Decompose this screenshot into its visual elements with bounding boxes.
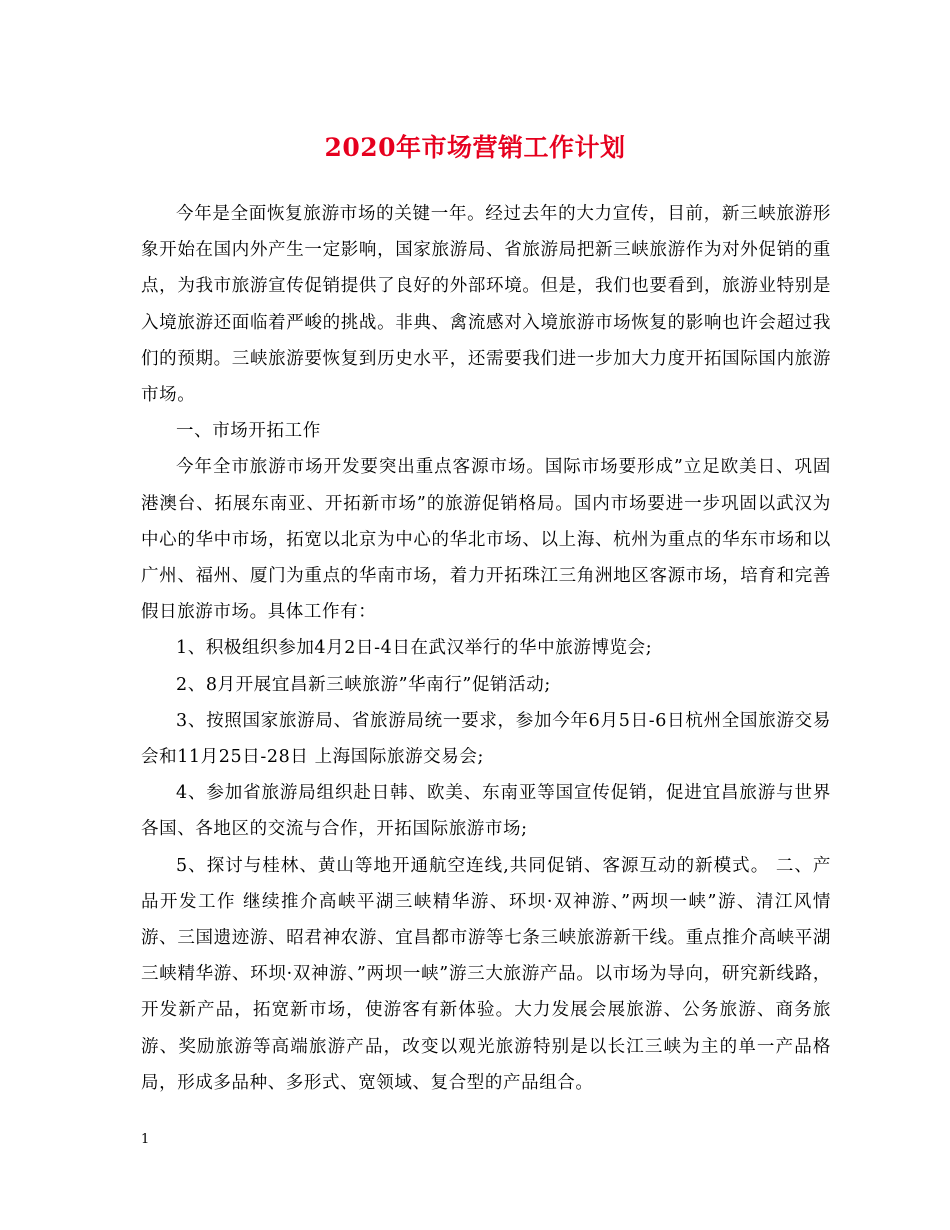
document-body <box>141 196 831 1101</box>
list-item-4: 4、参加省旅游局组织赴日韩、欧美、东南亚等国宣传促销，促进宜昌旅游与世界各国、各地区的交流与合作，开拓国际旅游市场; <box>141 783 831 840</box>
intro-paragraph: 今年是全面恢复旅游市场的关键一年。经过去年的大力宣传，目前，新三峡旅游形象开始在国内外产生一定影响，国家旅游局、省旅游局把新三峡旅游作为对外促销的重点，为我市旅游宣传促销提供了良好的外部环境。但是，我们也要看到，旅游业特别是入境旅游还面临着严峻的挑战。非典、禽流感对入境旅游市场恢复的影响也许会超过我们的预期。三峡旅游要恢复到历史水平，还需要我们进一步加大力度开拓国际国内旅游市场。 <box>141 204 831 406</box>
list-item-3: 3、按照国家旅游局、省旅游局统一要求，参加今年6月5日-6日杭州全国旅游交易会和11月25日-28日 上海国际旅游交易会; <box>141 710 831 768</box>
document-title: 2020年市场营销工作计划 <box>324 133 626 162</box>
list-item-5: 5、探讨与桂林、黄山等地开通航空连线,共同促销、客源互动的新模式。 二、产品开发工作 继续推介高峡平湖三峡精华游、环坝·双神游、”两坝一峡”游、清江风情游、三国遗迹游、昭君神农游、宜昌都市游等七条三峡旅游新干线。重点推介高峡平湖三峡精华游、环坝·双神游、”两坝一峡”游三大旅游产品。以市场为导向，研究新线路，开发新产品，拓宽新市场，使游客有新体验。大力发展会展旅游、公务旅游、商务旅游、奖励旅游等高端旅游产品，改变以观光旅游特别是以长江三峡为主的单一产品格局，形成多品种、多形式、宽领域、复合型的产品组合。 <box>141 855 831 1093</box>
page-number: 1 <box>141 1132 150 1147</box>
list-item-1: 1、积极组织参加4月2日-4日在武汉举行的华中旅游博览会; <box>176 638 653 659</box>
section-heading-market: 一、市场开拓工作 <box>176 421 321 442</box>
list-item-2: 2、8月开展宜昌新三峡旅游”华南行”促销活动; <box>176 674 551 695</box>
market-paragraph: 今年全市旅游市场开发要突出重点客源市场。国际市场要形成”立足欧美日、巩固港澳台、拓展东南亚、开拓新市场”的旅游促销格局。国内市场要进一步巩固以武汉为中心的华中市场，拓宽以北京为中心的华北市场、以上海、杭州为重点的华东市场和以广州、福州、厦门为重点的华南市场，着力开拓珠江三角洲地区客源市场，培育和完善假日旅游市场。具体工作有： <box>141 457 831 623</box>
